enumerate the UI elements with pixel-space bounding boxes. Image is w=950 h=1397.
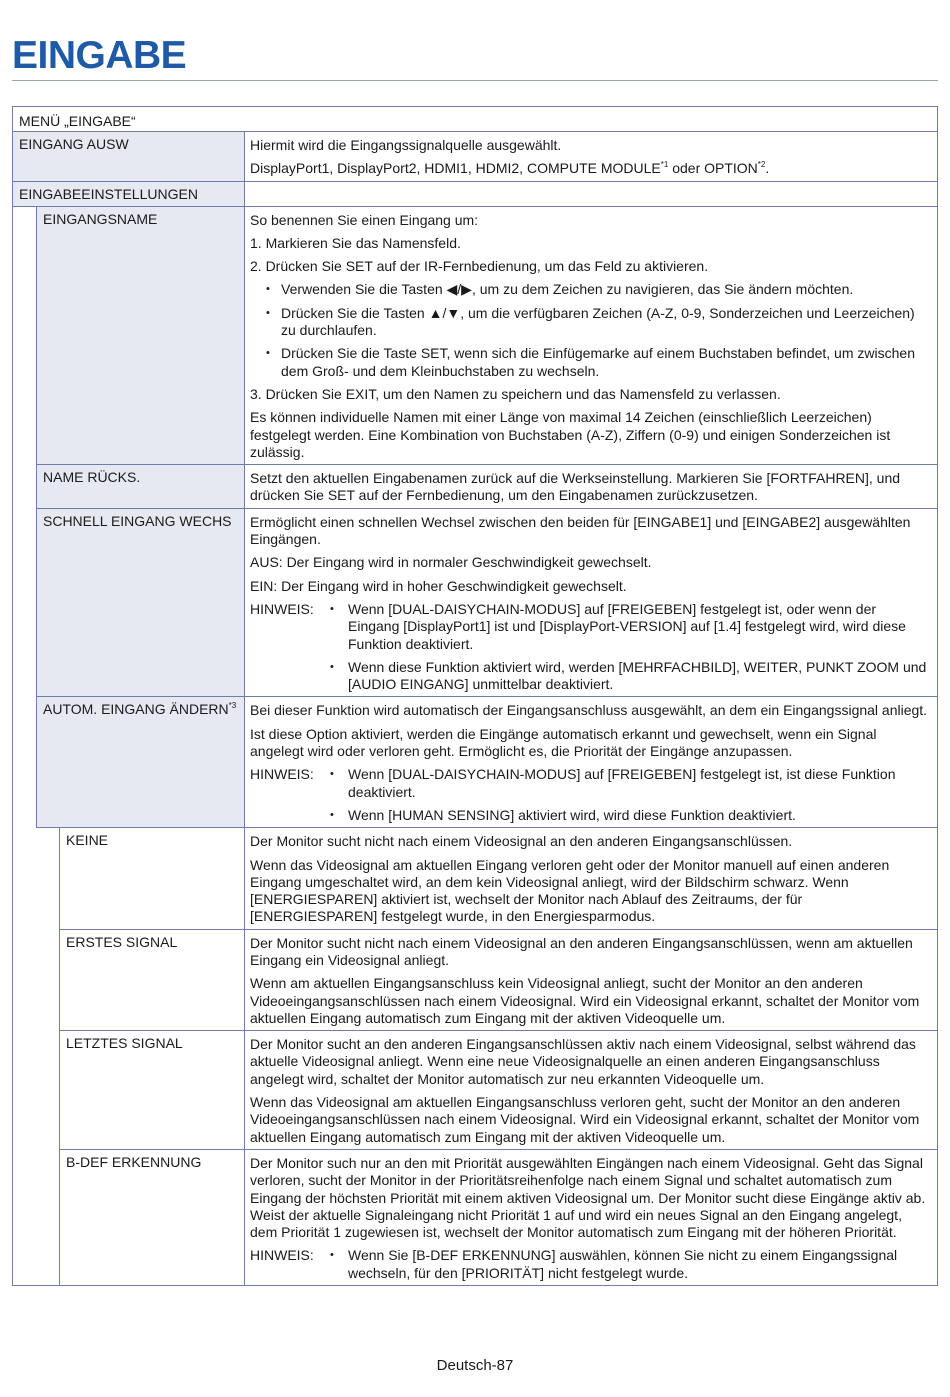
row-label: KEINE [59,828,244,929]
text: Wenn das Videosignal am aktuellen Eingangsanschluss verloren geht, sucht der Monitor an den anderen Videoeingangsanschlüssen nach einem Videosignal. Wird ein Videosignal erkannt, schaltet der Monitor vom aktuellen Eingang automatisch zum Eingang mit der aktiven Videoquelle um. [250,1094,920,1145]
row-letztes-signal [13,1031,937,1150]
row-description [244,132,937,182]
row-eingang-ausw [13,132,937,182]
text: Setzt den aktuellen Eingabenamen zurück auf die Werkseinstellung. Markieren Sie [FORTFAHREN], und drücken Sie SET auf der Fernbedienung, um den Eingabenamen zurückzusetzen. [250,470,901,504]
row-autom-eingang-aendern [13,697,937,828]
page-number: Deutsch-87 [436,1357,514,1374]
row-description [244,509,937,698]
text: EIN: Der Eingang wird in hoher Geschwindigkeit gewechselt. [250,577,627,594]
row-label: SCHNELL EINGANG WECHS [36,509,244,698]
note-label: HINWEIS: [250,766,314,783]
note-item: • Wenn [HUMAN SENSING] aktiviert wird, wird diese Funktion deaktiviert. [326,807,931,824]
step: 1. Markieren Sie das Namensfeld. [250,234,461,251]
note-item: • Wenn Sie [B-DEF ERKENNUNG] auswählen, können Sie nicht zu einem Eingangssignal wechseln, für den [PRIORITÄT] nicht festgelegt wurde. [326,1247,931,1282]
row-name-ruecks [13,465,937,509]
note [250,807,931,824]
row-label: LETZTES SIGNAL [59,1031,244,1150]
note-label-spacer [250,659,326,694]
row-description [244,828,937,929]
text: Ist diese Option aktiviert, werden die Eingänge automatisch erkannt und gewechselt, wenn ein Signal angelegt wird oder verloren geht. Ermöglicht es, die Priorität der Eingänge anzupassen. [250,725,877,760]
text: Der Monitor sucht nicht nach einem Videosignal an den anderen Eingangsanschlüssen, wenn am aktuellen Eingang ein Videosignal anliegt. [250,934,913,968]
text: Es können individuelle Namen mit einer Länge von maximal 14 Zeichen (einschließlich Leerzeichen) festgelegt werden. Eine Kombination von Buchstaben (A-Z), Ziffern (0-9) und einigen Sonderzeichen ist zulässig. [250,409,891,460]
text: . [765,160,770,177]
note-label: HINWEIS: [250,600,314,617]
title-rule [12,80,938,81]
text: Der Monitor sucht an den anderen Eingangsanschlüssen aktiv nach einem Videosignal, selbst während das aktuelle Videosignal anliegt. Wenn eine neue Videosignalquelle an einen anderen Eingangsanschluss angelegt wird, schaltet der Monitor automatisch zur neu erkannten Videoquelle um. [250,1036,916,1087]
text: Bei dieser Funktion wird automatisch der Eingangsanschluss ausgewählt, an dem ein Eingangssignal anliegt. [250,702,928,719]
bullet-item: • Drücken Sie die Tasten ▲/▼, um die verfügbaren Zeichen (A-Z, 0-9, Sonderzeichen und Leerzeichen) zu durchlaufen. [250,305,931,340]
menu-header: MENÜ „EINGABE“ [13,107,937,132]
text: Der Monitor such nur an den mit Priorität ausgewählten Eingängen nach einem Videosignal. Geht das Signal verloren, sucht der Monitor in der Prioritätsreihenfolge nach einem Signal und schaltet automatisch zum Eingang der höchsten Priorität mit einem aktiven Videosignal um. Der Monitor sucht diese Eingänge aktiv ab. Weist der aktuelle Signaleingang nicht Priorität 1 auf und wird ein neues Signal an den Eingang angelegt, dem Priorität 1 zugewiesen ist, wechselt der Monitor automatisch zum Eingang mit der höheren Priorität. [250,1154,926,1241]
text: Ermöglicht einen schnellen Wechsel zwischen den beiden für [EINGABE1] und [EINGABE2] ausgewählten Eingängen. [250,513,911,548]
row-description [244,1031,937,1150]
row-description [244,697,937,828]
row-description [244,1150,937,1285]
footnote-mark: *3 [228,701,237,711]
row-description [244,930,937,1031]
row-label: ERSTES SIGNAL [59,930,244,1031]
input-list [250,160,931,177]
row-keine [13,828,937,929]
note [250,766,931,801]
step: 2. Drücken Sie SET auf der IR-Fernbedienung, um das Feld zu aktivieren. [250,258,709,275]
row-description [244,465,937,509]
row-schnell-eingang-wechs [13,509,937,698]
page-title: EINGABE [12,34,187,77]
note-label: HINWEIS: [250,1247,314,1264]
step: 3. Drücken Sie EXIT, um den Namen zu speichern und das Namensfeld zu verlassen. [250,385,781,402]
footnote-mark: *1 [660,160,669,170]
text: Wenn das Videosignal am aktuellen Eingang verloren geht oder der Monitor manuell auf einen anderen Eingang umgeschaltet wird, an dem kein Videosignal anliegt, wird der Bildschirm schwarz. Wenn [ENERGIESPAREN] aktiviert ist, wechselt der Monitor nach Ablauf des Zeitraums, der für [ENERGIESPAREN] festgelegt wurde, in den Energiesparmodus. [250,856,890,925]
text: So benennen Sie einen Eingang um: [250,211,479,228]
note-item: • Wenn diese Funktion aktiviert wird, werden [MEHRFACHBILD], WEITER, PUNKT ZOOM und [AUDIO EINGANG] unmittelbar deaktiviert. [326,659,931,694]
bullet-item: • Verwenden Sie die Tasten ◀/▶, um zu dem Zeichen zu navigieren, das Sie ändern möchten. [250,281,931,298]
text: oder OPTION [668,160,758,177]
text: Hiermit wird die Eingangssignalquelle ausgewählt. [250,137,562,153]
text: DisplayPort1, DisplayPort2, HDMI1, HDMI2, COMPUTE MODULE [250,160,661,177]
row-description [244,182,937,207]
menu-table [12,106,938,1286]
row-eingabeeinstellungen [13,182,937,207]
row-eingangsname [13,207,937,466]
row-description [244,207,937,466]
row-bdef-erkennung [13,1150,937,1285]
note-item: • Wenn [DUAL-DAISYCHAIN-MODUS] auf [FREIGEBEN] festgelegt ist, oder wenn der Eingang [DisplayPort1] ist und [DisplayPort-VERSION] auf [1.4] festgelegt wird, wird diese Funktion deaktiviert. [326,601,931,653]
row-label: B-DEF ERKENNUNG [59,1150,244,1285]
note [250,659,931,694]
label-text: AUTOM. EINGANG ÄNDERN [43,701,229,718]
row-label: EINGABEEINSTELLUNGEN [13,182,244,207]
text: Wenn am aktuellen Eingangsanschluss kein Videosignal anliegt, sucht der Monitor an den anderen Videoeingangsanschlüssen nach einem Videosignal. Wird ein Videosignal erkannt, schaltet der Monitor vom aktuellen Eingang automatisch zum Eingang mit der aktiven Videoquelle um. [250,975,920,1026]
row-label: NAME RÜCKS. [36,465,244,509]
footnote-mark: *2 [757,160,766,170]
text: AUS: Der Eingang wird in normaler Geschwindigkeit gewechselt. [250,554,652,571]
note-item: • Wenn [DUAL-DAISYCHAIN-MODUS] auf [FREIGEBEN] festgelegt ist, ist diese Funktion deaktiviert. [326,766,931,801]
row-label: EINGANG AUSW [13,132,244,182]
row-label: EINGANGSNAME [36,207,244,466]
note [250,601,931,653]
note-label-spacer [250,807,326,824]
row-label [36,697,244,828]
text: Der Monitor sucht nicht nach einem Videosignal an den anderen Eingangsanschlüssen. [250,833,793,850]
bullet-item: • Drücken Sie die Taste SET, wenn sich die Einfügemarke auf einem Buchstaben befindet, um zwischen dem Groß- und dem Kleinbuchstaben zu wechseln. [250,345,931,380]
row-erstes-signal [13,930,937,1031]
note [250,1247,931,1282]
